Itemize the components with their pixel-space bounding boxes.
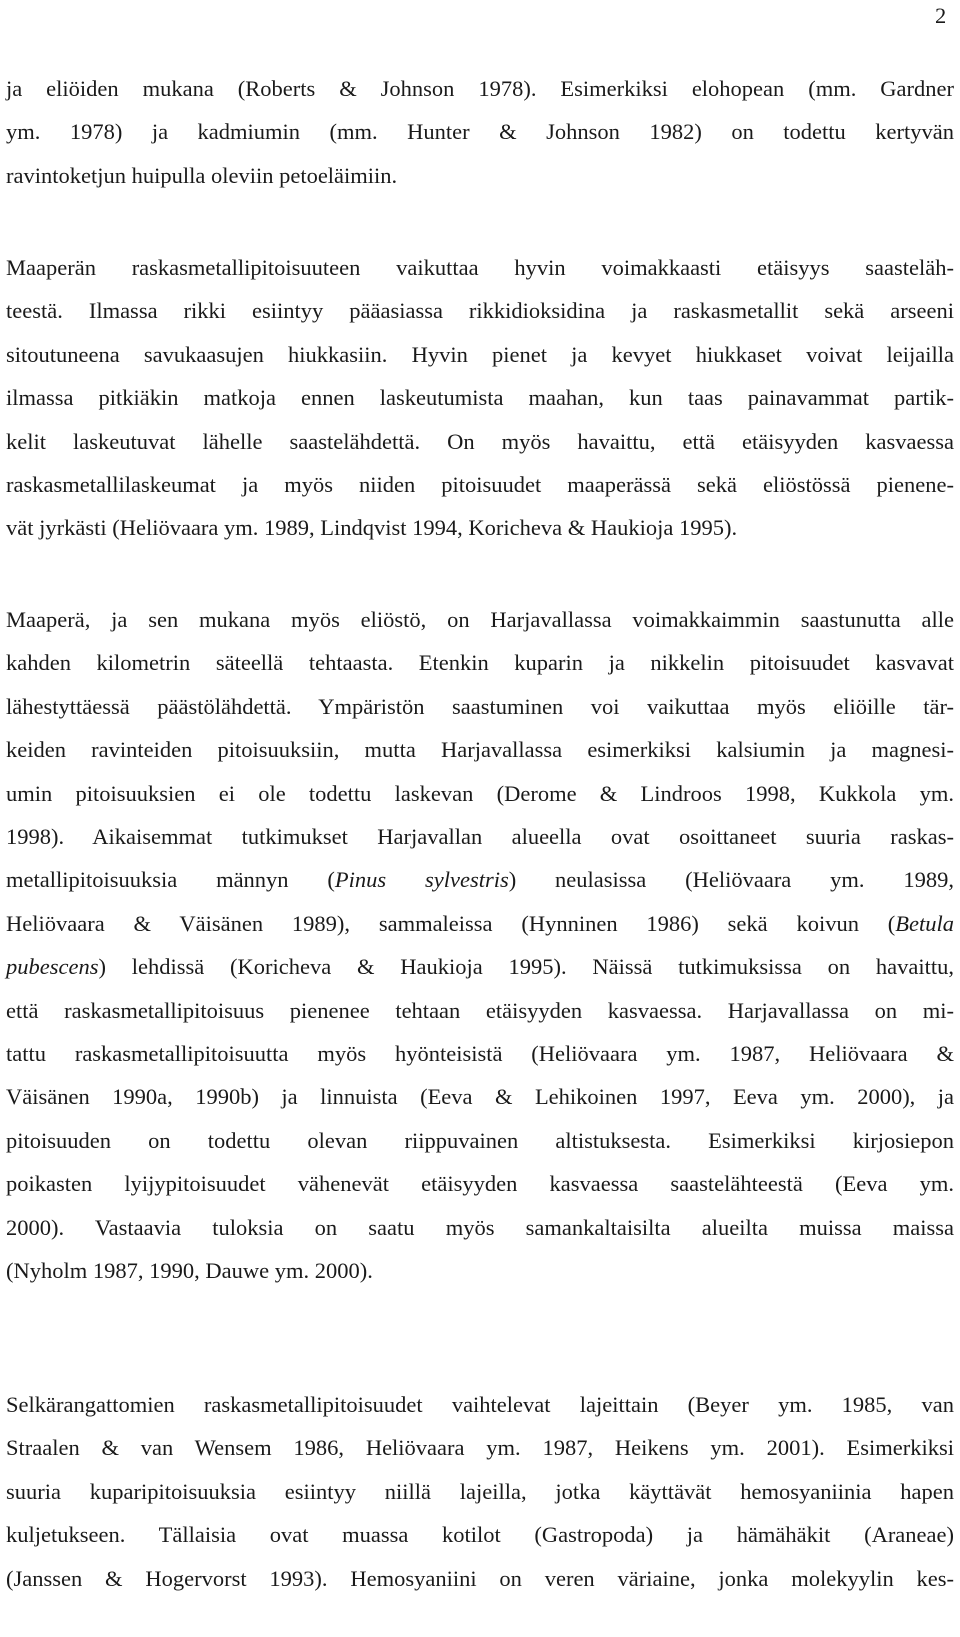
species-name-pinus: Pinus sylvestris — [334, 867, 509, 893]
text-line: 1998). Aikaisemmat tutkimukset Harjavallan alueella ovat osoittaneet suuria raskas- — [6, 824, 954, 850]
text-line: Maaperän raskasmetallipitoisuuteen vaikuttaa hyvin voimakkaasti etäisyys saasteläh- — [6, 255, 954, 280]
text-line: suuria kuparipitoisuuksia esiintyy niillä lajeilla, jotka käyttävät hemosyaniinia hapen — [6, 1478, 954, 1504]
text-line: kelit laskeutuvat lähelle saastelähdettä. On myös havaittu, että etäisyyden kasvaessa — [6, 428, 954, 454]
text-segment: metallipitoisuuksia männyn ( — [6, 867, 335, 893]
text-line: Straalen & van Wensem 1986, Heliövaara ym. 1987, Heikens ym. 2001). Esimerkiksi — [6, 1435, 954, 1461]
text-line: keiden ravinteiden pitoisuuksiin, mutta Harjavallassa esimerkiksi kalsiumin ja magnesi- — [6, 737, 954, 763]
text-line: Selkärangattomien raskasmetallipitoisuudet vaihtelevat lajeittain (Beyer ym. 1985, van — [6, 1392, 954, 1417]
text-line: ym. 1978) ja kadmiumin (mm. Hunter & Johnson 1982) on todettu kertyvän — [6, 119, 954, 145]
text-line: vät jyrkästi (Heliövaara ym. 1989, Lindqvist 1994, Koricheva & Haukioja 1995). — [6, 515, 738, 541]
text-line — [6, 945, 954, 988]
text-line: raskasmetallilaskeumat ja myös niiden pitoisuudet maaperässä sekä eliöstössä pienene- — [6, 472, 954, 498]
text-segment: ) neulasissa (Heliövaara ym. 1989, — [508, 867, 954, 893]
text-line: ravintoketjun huipulla oleviin petoeläimiin. — [6, 162, 398, 188]
text-line: pitoisuuden on todettu olevan riippuvainen altistuksesta. Esimerkiksi kirjosiepon — [6, 1127, 954, 1153]
text-line: kahden kilometrin säteellä tehtaasta. Etenkin kuparin ja nikkelin pitoisuudet kasvavat — [6, 650, 954, 676]
text-line: Väisänen 1990a, 1990b) ja linnuista (Eeva & Lehikoinen 1997, Eeva ym. 2000), ja — [6, 1084, 954, 1110]
page-number: 2 — [935, 3, 947, 28]
text-line: teestä. Ilmassa rikki esiintyy pääasiassa rikkidioksidina ja raskasmetallit sekä arseeni — [6, 298, 954, 324]
text-line: poikasten lyijypitoisuudet vähenevät etäisyyden kasvaessa saastelähteestä (Eeva ym. — [6, 1171, 954, 1197]
paragraph-4 — [6, 1383, 954, 1600]
text-line: tattu raskasmetallipitoisuutta myös hyönteisistä (Heliövaara ym. 1987, Heliövaara & — [6, 1041, 954, 1067]
text-line: ja eliöiden mukana (Roberts & Johnson 1978). Esimerkiksi elohopean (mm. Gardner — [6, 76, 954, 101]
paragraph-1 — [6, 67, 954, 197]
text-line: sitoutuneena savukaasujen hiukkasiin. Hyvin pienet ja kevyet hiukkaset voivat leijailla — [6, 341, 954, 367]
text-segment: Heliövaara & Väisänen 1989), sammaleissa (Hynninen 1986) sekä koivun ( — [6, 910, 896, 936]
species-name-betula: Betula — [895, 910, 954, 936]
text-line: ilmassa pitkiäkin matkoja ennen laskeutumista maahan, kun taas painavammat partik- — [6, 385, 954, 411]
paragraph-2 — [6, 246, 954, 550]
species-name-pubescens: pubescens — [6, 954, 99, 980]
text-line: umin pitoisuuksien ei ole todettu laskevan (Derome & Lindroos 1998, Kukkola ym. — [6, 780, 954, 806]
text-line — [6, 858, 954, 901]
text-line: (Janssen & Hogervorst 1993). Hemosyaniini on veren väriaine, jonka molekyylin kes- — [6, 1565, 954, 1591]
text-line: 2000). Vastaavia tuloksia on saatu myös samankaltaisilta alueilta muissa maissa — [6, 1214, 954, 1240]
text-line: lähestyttäessä päästölähdettä. Ympäristön saastuminen voi vaikuttaa myös eliöille tär- — [6, 693, 954, 719]
text-line: (Nyholm 1987, 1990, Dauwe ym. 2000). — [6, 1258, 373, 1284]
text-line: kuljetukseen. Tällaisia ovat muassa kotilot (Gastropoda) ja hämähäkit (Araneae) — [6, 1522, 954, 1548]
paragraph-3 — [6, 598, 954, 1293]
text-line: että raskasmetallipitoisuus pienenee tehtaan etäisyyden kasvaessa. Harjavallassa on mi- — [6, 997, 954, 1023]
text-segment: ) lehdissä (Koricheva & Haukioja 1995). Näissä tutkimuksissa on havaittu, — [98, 954, 954, 980]
text-line — [6, 902, 954, 945]
text-line: Maaperä, ja sen mukana myös eliöstö, on Harjavallassa voimakkaimmin saastunutta alle — [6, 607, 954, 632]
